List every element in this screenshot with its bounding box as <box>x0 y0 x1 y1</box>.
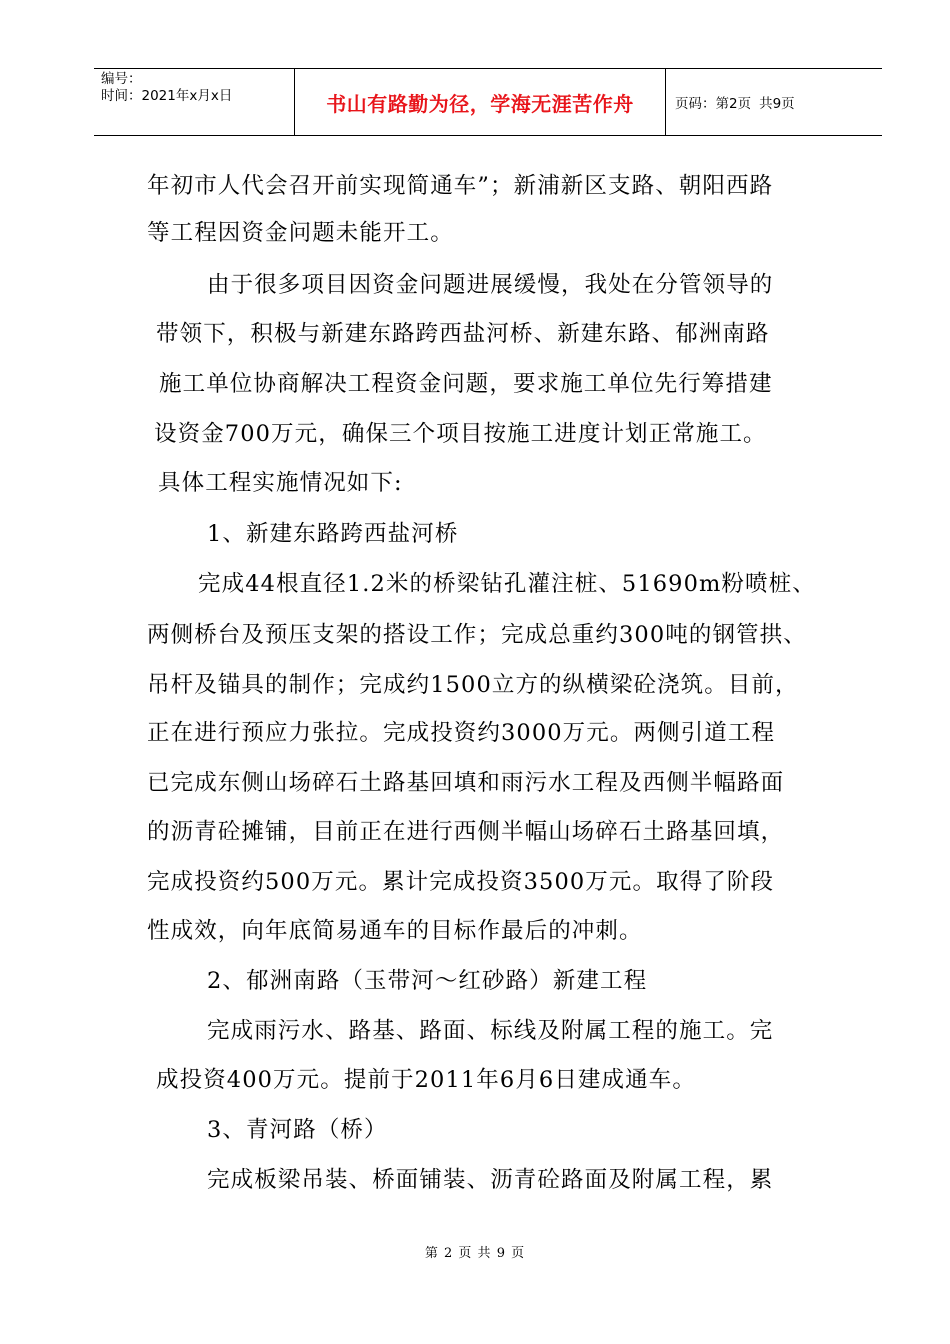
body-line: 带领下，积极与新建东路跨西盐河桥、新建东路、郁洲南路 <box>156 321 770 347</box>
document-time-label: 时间：2021年x月x日 <box>101 88 233 104</box>
body-line: 正在进行预应力张拉。完成投资约3000万元。两侧引道工程 <box>147 720 776 746</box>
body-line: 3、青河路（桥） <box>207 1117 388 1143</box>
header-motto-cell <box>295 69 666 135</box>
body-line: 吊杆及锚具的制作；完成约1500立方的纵横梁砼浇筑。目前， <box>147 672 799 698</box>
body-line: 具体工程实施情况如下: <box>158 470 403 496</box>
body-line: 由于很多项目因资金问题进展缓慢，我处在分管领导的 <box>207 272 774 298</box>
footer-page-number: 第 2 页 共 9 页 <box>424 1246 526 1261</box>
body-line: 完成板梁吊装、桥面铺装、沥青砼路面及附属工程，累 <box>207 1167 774 1193</box>
header-page-total: 共9页 <box>759 96 795 112</box>
header-meta-cell <box>94 69 295 135</box>
body-line: 施工单位协商解决工程资金问题，要求施工单位先行筹措建 <box>159 371 773 397</box>
header-motto: 书山有路勤为径，学海无涯苦作舟 <box>326 91 634 116</box>
page-footer <box>0 1242 950 1261</box>
body-line: 完成44根直径1.2米的桥梁钻孔灌注桩、51690m粉喷桩、 <box>198 571 816 597</box>
body-line: 完成投资约500万元。累计完成投资3500万元。取得了阶段 <box>147 869 775 895</box>
body-line: 设资金700万元，确保三个项目按施工进度计划正常施工。 <box>154 421 767 447</box>
body-line: 已完成东侧山场碎石土路基回填和雨污水工程及西侧半幅路面 <box>147 770 785 796</box>
body-line: 的沥青砼摊铺，目前正在进行西侧半幅山场碎石土路基回填， <box>147 819 785 845</box>
body-line: 年初市人代会召开前实现简通车”；新浦新区支路、朝阳西路 <box>147 173 774 199</box>
body-line: 性成效，向年底简易通车的目标作最后的冲刺。 <box>147 918 643 944</box>
document-number-label: 编号： <box>101 71 142 87</box>
body-line: 1、新建东路跨西盐河桥 <box>207 521 459 547</box>
document-header <box>94 68 882 136</box>
header-page-cell <box>666 69 882 135</box>
body-line: 2、郁洲南路（玉带河～红砂路）新建工程 <box>207 968 648 994</box>
body-line: 两侧桥台及预压支架的搭设工作；完成总重约300吨的钢管拱、 <box>147 622 807 648</box>
body-line: 完成雨污水、路基、路面、标线及附属工程的施工。完 <box>207 1018 774 1044</box>
body-line: 成投资400万元。提前于2011年6月6日建成通车。 <box>156 1067 696 1093</box>
header-page-label: 页码：第2页 <box>675 96 752 112</box>
body-line: 等工程因资金问题未能开工。 <box>147 220 454 246</box>
